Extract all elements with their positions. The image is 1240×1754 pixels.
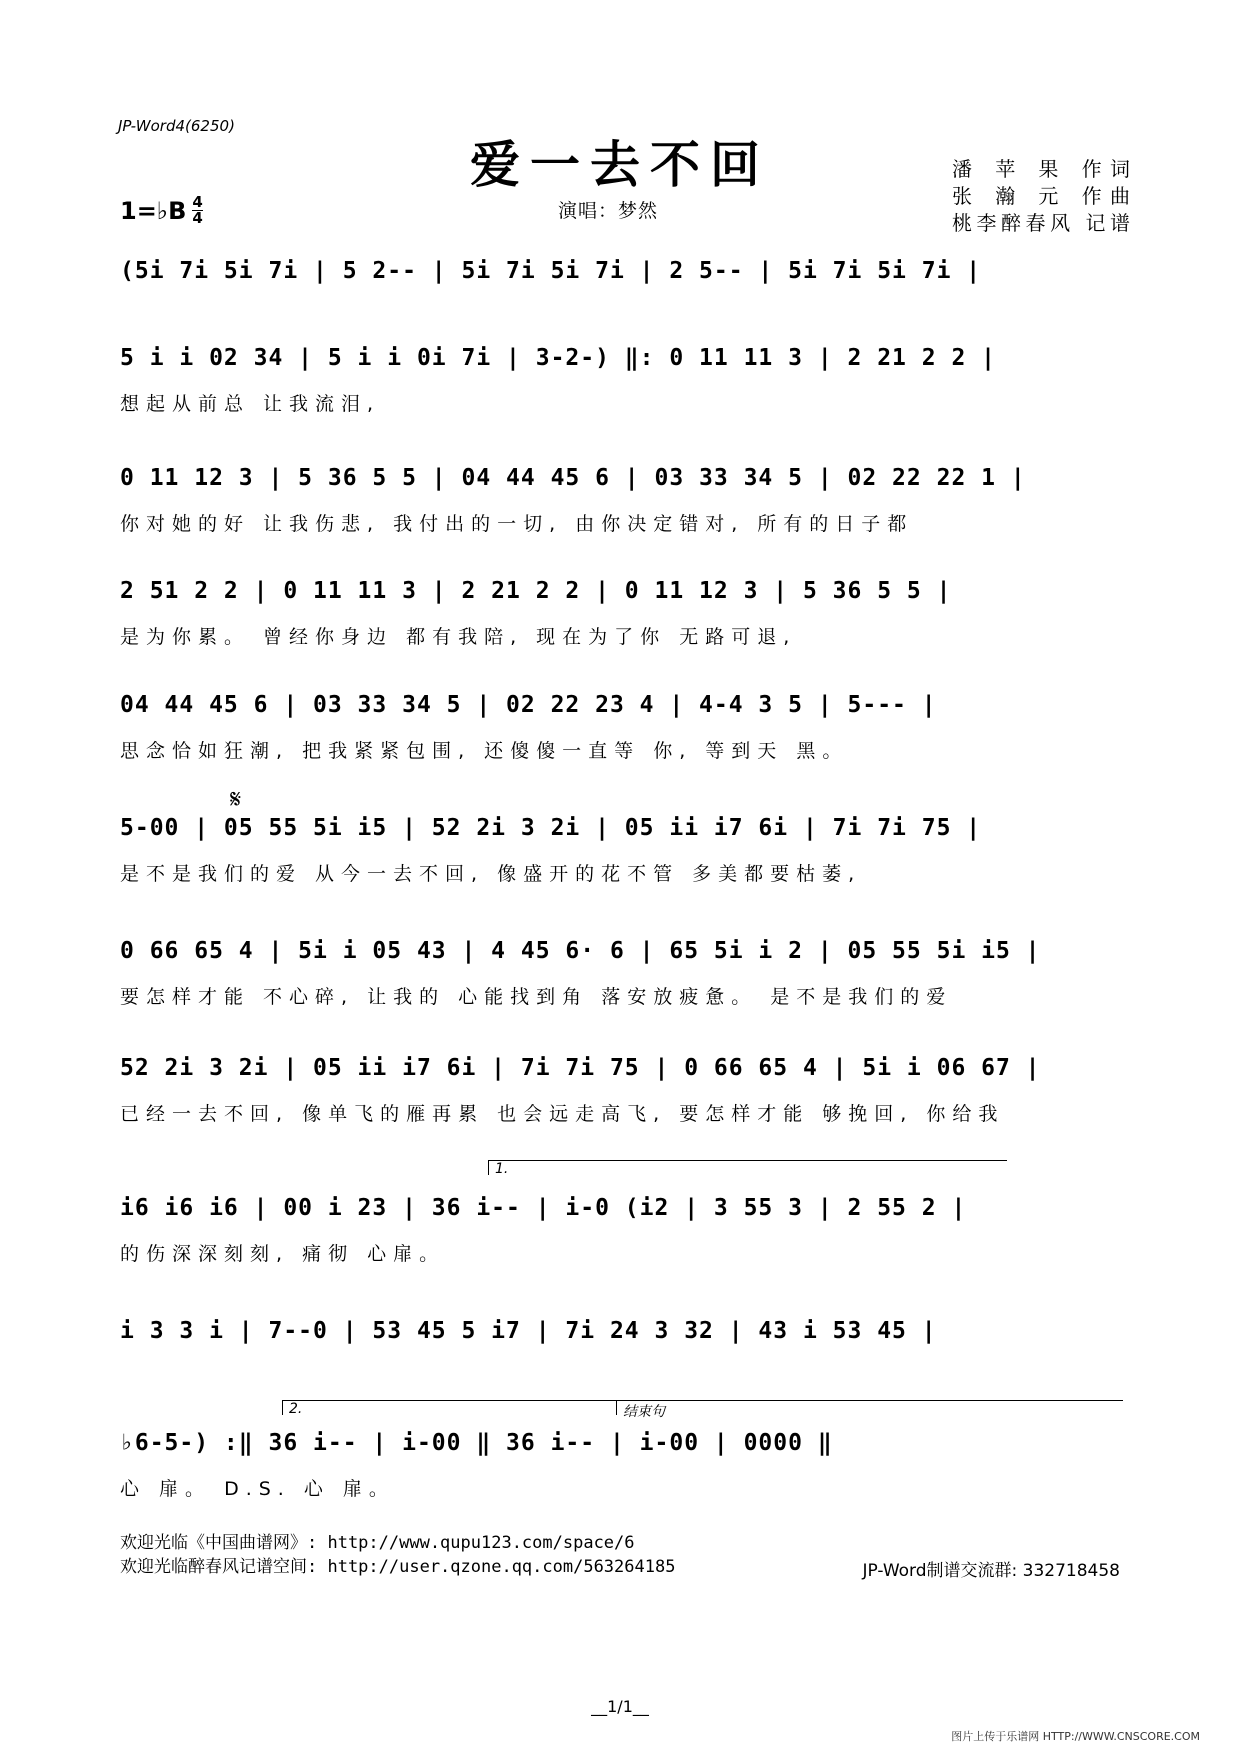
key-signature	[120, 195, 203, 226]
notes-line: 04 44 45 6 | 03 33 34 5 | 02 22 23 4 | 4-4 3 5 | 5--- |	[120, 692, 937, 718]
key-label: 1=♭B	[120, 196, 187, 225]
lyrics-line: 是为你累。 曾经你身边 都有我陪, 现在为了你 无路可退,	[120, 626, 797, 648]
notes-line: 5 i i 02 34 | 5 i i 0i 7i | 3-2-) ‖: 0 11 11 3 | 2 21 2 2 |	[120, 345, 996, 371]
score-row	[120, 815, 1130, 895]
singer-credit: 演唱：梦然	[558, 200, 659, 222]
page-number: __1/1__	[591, 1697, 649, 1716]
lyrics-line: 的伤深深刻刻, 痛彻 心扉。	[120, 1243, 446, 1265]
score-row	[120, 1430, 1130, 1510]
notes-line: 5-00 | 05 55 5i i5 | 52 2i 3 2i | 05 ii i7 6i | 7i 7i 75 |	[120, 815, 982, 841]
lyrics-line: 心 扉。 D.S. 心 扉。	[120, 1478, 395, 1500]
time-top: 4	[192, 193, 203, 211]
notes-line: ♭6-5-) :‖ 36 i-- | i-00 ‖ 36 i-- | i-00 | 0000 ‖	[120, 1430, 833, 1456]
time-signature	[192, 195, 202, 226]
score-row	[120, 1318, 1130, 1398]
notes-line: i6 i6 i6 | 00 i 23 | 36 i-- | i-0 (i2 | 3 55 3 | 2 55 2 |	[120, 1195, 967, 1221]
score-row	[120, 1195, 1130, 1275]
notes-line: 0 66 65 4 | 5i i 05 43 | 4 45 6· 6 | 65 5i i 2 | 05 55 5i i5 |	[120, 938, 1041, 964]
lyrics-line: 已经一去不回, 像单飞的雁再累 也会远走高飞, 要怎样才能 够挽回, 你给我	[120, 1103, 1005, 1125]
watermark: 图片上传于乐谱网 HTTP://WWW.CNSCORE.COM	[951, 1730, 1200, 1743]
lyrics-line: 思念恰如狂潮, 把我紧紧包围, 还傻傻一直等 你, 等到天 黑。	[120, 740, 849, 762]
song-title: 爱一去不回	[470, 135, 770, 194]
score-row	[120, 258, 1130, 338]
score-row	[120, 345, 1130, 425]
footer-links	[120, 1531, 675, 1579]
software-label: JP-Word4(6250)	[118, 117, 235, 135]
notes-line: 2 51 2 2 | 0 11 11 3 | 2 21 2 2 | 0 11 12 3 | 5 36 5 5 |	[120, 578, 952, 604]
footer-line-1: 欢迎光临《中国曲谱网》: http://www.qupu123.com/space/6	[120, 1533, 635, 1553]
notes-line: 0 11 12 3 | 5 36 5 5 | 04 44 45 6 | 03 33 34 5 | 02 22 22 1 |	[120, 465, 1026, 491]
time-bottom: 4	[192, 209, 203, 227]
score-row	[120, 578, 1130, 658]
segno-sign: 𝄋	[230, 785, 242, 815]
volta-second: 2.	[282, 1400, 619, 1415]
score-row	[120, 465, 1130, 545]
notes-line: (5i 7i 5i 7i | 5 2-- | 5i 7i 5i 7i | 2 5-- | 5i 7i 5i 7i |	[120, 258, 982, 284]
lyrics-line: 是不是我们的爱 从今一去不回, 像盛开的花不管 多美都要枯萎,	[120, 863, 862, 885]
qq-group: JP-Word制谱交流群: 332718458	[862, 1561, 1120, 1581]
volta-ending: 结束句	[616, 1400, 1123, 1415]
notes-line: i 3 3 i | 7--0 | 53 45 5 i7 | 7i 24 3 32 | 43 i 53 45 |	[120, 1318, 937, 1344]
score-row	[120, 1055, 1130, 1135]
volta-first: 1.	[488, 1160, 1007, 1175]
notes-line: 52 2i 3 2i | 05 ii i7 6i | 7i 7i 75 | 0 66 65 4 | 5i i 06 67 |	[120, 1055, 1041, 1081]
lyrics-line: 想起从前总 让我流泪,	[120, 393, 381, 415]
score-row	[120, 692, 1130, 772]
credits	[952, 156, 1132, 237]
lyricist: 潘 苹 果 作词	[952, 157, 1132, 181]
transcriber: 桃李醉春风 记谱	[952, 211, 1132, 235]
composer: 张 瀚 元 作曲	[952, 184, 1132, 208]
lyrics-line: 要怎样才能 不心碎, 让我的 心能找到角 落安放疲惫。 是不是我们的爱	[120, 986, 953, 1008]
score-row	[120, 938, 1130, 1018]
footer-line-2: 欢迎光临醉春风记谱空间: http://user.qzone.qq.com/563264185	[120, 1557, 676, 1577]
lyrics-line: 你对她的好 让我伤悲, 我付出的一切, 由你决定错对, 所有的日子都	[120, 513, 914, 535]
